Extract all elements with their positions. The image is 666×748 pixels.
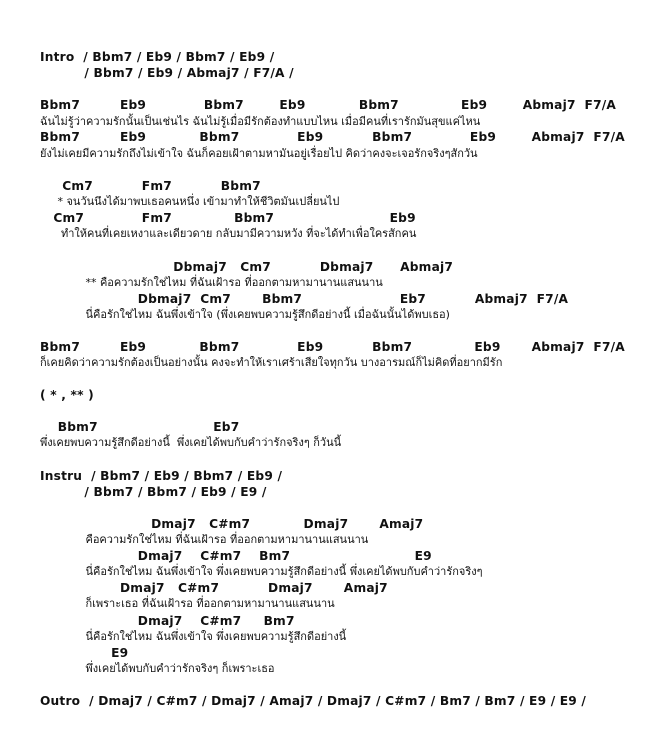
chord-line: Dmaj7 C#m7 Bm7 E9 [40, 549, 432, 563]
chord-line: Cm7 Fm7 Bbm7 Eb9 [40, 211, 416, 225]
instru-line-2: / Bbm7 / Bbm7 / Eb9 / E9 / [40, 485, 267, 499]
lyric-line: ก็เคยคิดว่าความรักต้องเป็นอย่างนั้น คงจะทำให้เราเศร้าเสียใจทุกวัน บางอารมณ์ก็ไม่คิดที่อยากมีรัก [40, 356, 503, 369]
lyric-line: นี่คือรักใช่ไหม ฉันพึ่งเข้าใจ พึ่งเคยพบความรู้สึกดีอย่างนี้ [40, 630, 347, 643]
lyric-line: คือความรักใช่ไหม ที่ฉันเฝ้ารอ ที่ออกตามหามานานแสนนาน [40, 533, 369, 546]
chord-line: Bbm7 Eb9 Bbm7 Eb9 Bbm7 Eb9 Abmaj7 F7/A [40, 130, 625, 144]
chord-line: E9 [40, 646, 129, 660]
intro-line-2: / Bbm7 / Eb9 / Abmaj7 / F7/A / [40, 66, 294, 80]
lyric-line: ฉันไม่รู้ว่าความรักนั้นเป็นเช่นไร ฉันไม่รู้เมื่อมีรักต้องทำแบบไหน เมื่อมีคนที่เรารักมันสุขแค่ไหน [40, 115, 481, 128]
chord-line: Dbmaj7 Cm7 Bbm7 Eb7 Abmaj7 F7/A [40, 292, 569, 306]
lyric-line: นี่คือรักใช่ไหม ฉันพึ่งเข้าใจ พึ่งเคยพบความรู้สึกดีอย่างนี้ พึ่งเคยได้พบกับคำว่ารักจริงๆ [40, 565, 483, 578]
lyric-line: ทำให้คนที่เคยเหงาและเดียวดาย กลับมามีความหวัง ที่จะได้ทำเพื่อใครสักคน [40, 227, 417, 240]
lyric-line: พึ่งเคยพบความรู้สึกดีอย่างนี้ พึ่งเคยได้พบกับคำว่ารักจริงๆ ก็วันนี้ [40, 436, 342, 449]
chord-line: Bbm7 Eb7 [40, 420, 240, 434]
repeat-marker: ( * , ** ) [40, 388, 94, 402]
lyric-line: ** คือความรักใช่ไหม ที่ฉันเฝ้ารอ ที่ออกตามหามานานแสนนาน [40, 276, 383, 289]
instru-line-1: Instru / Bbm7 / Eb9 / Bbm7 / Eb9 / [40, 469, 283, 483]
chord-line: Dbmaj7 Cm7 Dbmaj7 Abmaj7 [40, 260, 454, 274]
lyric-line: ก็เพราะเธอ ที่ฉันเฝ้ารอ ที่ออกตามหามานานแสนนาน [40, 597, 335, 610]
chord-line: Dmaj7 C#m7 Dmaj7 Amaj7 [40, 517, 424, 531]
chord-line: Dmaj7 C#m7 Bm7 [40, 614, 295, 628]
lyric-line: ยังไม่เคยมีความรักถึงไม่เข้าใจ ฉันก็คอยเฝ้าตามหามันอยู่เรื่อยไป คิดว่าคงจะเจอรักจริงๆสักวัน [40, 147, 478, 160]
lyric-line: นี่คือรักใช่ไหม ฉันพึ่งเข้าใจ (พึ่งเคยพบความรู้สึกดีอย่างนี้ เมื่อฉันนั้นได้พบเธอ) [40, 308, 450, 321]
lyric-line: พึ่งเคยได้พบกับคำว่ารักจริงๆ ก็เพราะเธอ [40, 662, 275, 675]
chord-line: Cm7 Fm7 Bbm7 [40, 179, 261, 193]
outro-line: Outro / Dmaj7 / C#m7 / Dmaj7 / Amaj7 / Dmaj7 / C#m7 / Bm7 / Bm7 / E9 / E9 / [40, 694, 587, 708]
chord-line: Bbm7 Eb9 Bbm7 Eb9 Bbm7 Eb9 Abmaj7 F7/A [40, 98, 617, 112]
intro-line-1: Intro / Bbm7 / Eb9 / Bbm7 / Eb9 / [40, 50, 275, 64]
chord-line: Bbm7 Eb9 Bbm7 Eb9 Bbm7 Eb9 Abmaj7 F7/A [40, 340, 625, 354]
chord-line: Dmaj7 C#m7 Dmaj7 Amaj7 [40, 581, 388, 595]
lyric-line: * จนวันนึงได้มาพบเธอคนหนึ่ง เข้ามาทำให้ชีวิตมันเปลี่ยนไป [40, 195, 340, 208]
